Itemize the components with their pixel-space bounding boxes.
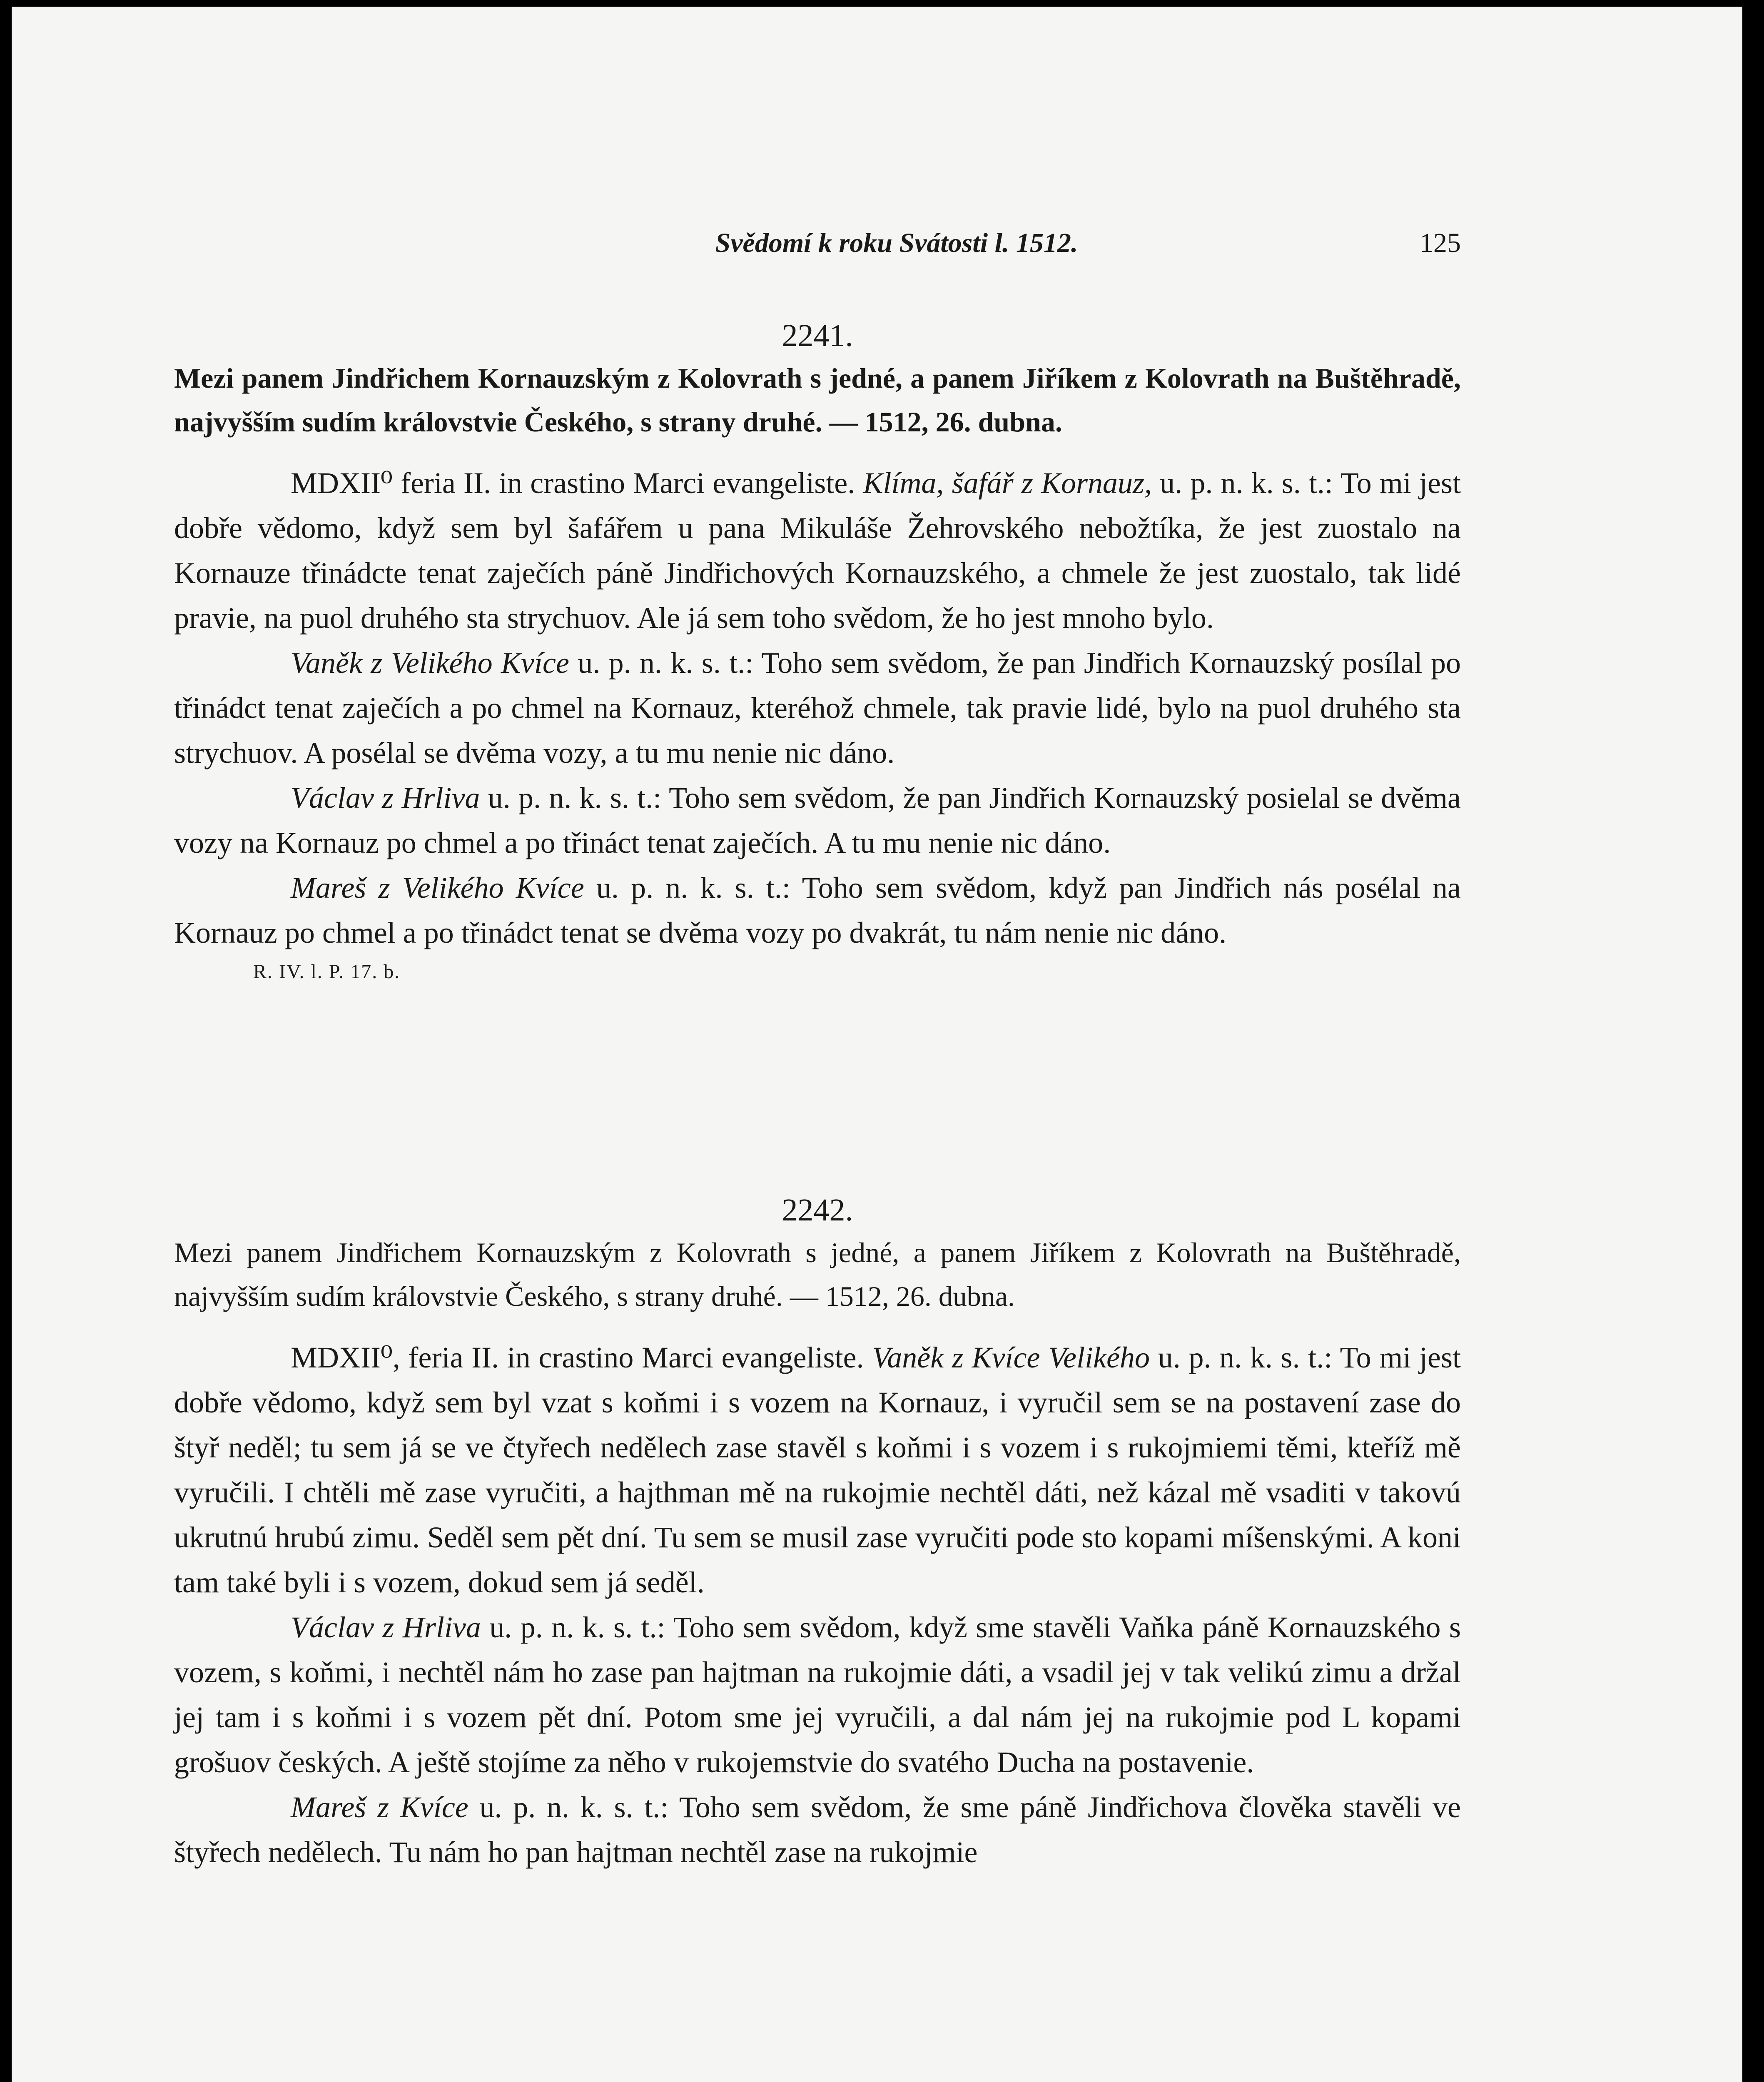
page-number: 125 — [1420, 228, 1461, 258]
witness-name: Václav z Hrliva — [291, 781, 480, 814]
document-number: 2241. — [782, 318, 853, 353]
witness-name: Klíma, šafář z Kornauz, — [863, 466, 1152, 500]
document-2241 — [174, 315, 1461, 989]
document-summary: Mezi panem Jindřichem Kornauzským z Kolovrath s jedné, a panem Jiříkem z Kolovrath na Buštěhradě, najvyšším sudím královstvie Českého, s strany druhé. — 1512, 26. dubna. — [174, 1237, 1461, 1312]
testimony-text: u. p. n. k. s. t.: To mi jest dobře vědomo, když sem byl vzat s koňmi i s vozem na Kornauz, i vyručil sem se na postavení zase do štyř neděl; tu sem já se ve čtyřech nedělech zase stavěl s koňmi i s vozem i s rukojmiemi těmi, kteříž mě vyručili. I chtěli mě zase vyručiti, a hajthman mě na rukojmie nechtěl dáti, než kázal mě vsaditi v takovú ukrutnú hrubú zimu. Seděl sem pět dní. Tu sem se musil zase vyručiti pode sto kopami míšenskými. A koni tam také byli i s vozem, dokud sem já seděl. — [174, 1341, 1461, 1599]
witness-name: Vaněk z Velikého Kvíce — [291, 646, 569, 680]
page — [12, 7, 1742, 2082]
date-line: MDXII⁰ feria II. in crastino Marci evangeliste. — [291, 466, 855, 500]
testimony-text: u. p. n. k. s. t.: Toho sem svědom, že pan Jindřich Kornauzský posielal se dvěma vozy na Kornauz po chmel a po třináct tenat zaječích. A tu mu nenie nic dáno. — [174, 781, 1461, 859]
witness-name: Mareš z Velikého Kvíce — [291, 871, 584, 904]
date-line: MDXII⁰, feria II. in crastino Marci evangeliste. — [291, 1341, 864, 1374]
testimony — [174, 461, 1461, 955]
testimony — [174, 1335, 1461, 1875]
document-summary: Mezi panem Jindřichem Kornauzským z Kolovrath s jedné, a panem Jiříkem z Kolovrath na Buštěhradě, najvyšším sudím královstvie Českého, s strany druhé. — 1512, 26. dubna. — [174, 362, 1461, 438]
testimony-text: u. p. n. k. s. t.: Toho sem svědom, že pan Jindřich Kornauzský posílal po třinádct tenat zaječích a po chmel na Kornauz, kteréhož chmele, tak pravie lidé, bylo na puol druhého sta strychuov. A posélal se dvěma vozy, a tu mu nenie nic dáno. — [174, 646, 1461, 770]
testimony-text: u. p. n. k. s. t.: Toho sem svědom, když sme stavěli Vaňka páně Kornauzského s vozem, s koňmi, i nechtěl nám ho zase pan hajtman na rukojmie dáti, a vsadil jej v tak velikú zimu a držal jej tam i s koňmi i s vozem pět dní. Potom sme jej vyručili, a dal nám jej na rukojmie pod L kopami grošuov českých. A ještě stojíme za něho v rukojemstvie do svatého Ducha na postavenie. — [174, 1611, 1461, 1779]
witness-name: Václav z Hrliva — [291, 1611, 481, 1644]
witness-name: Vaněk z Kvíce Velikého — [872, 1341, 1150, 1374]
testimony-text: u. p. n. k. s. t.: To mi jest dobře vědomo, když sem byl šafářem u pana Mikuláše Žehrovského nebožtíka, že jest zuostalo na Kornauze třinádcte tenat zaječích páně Jindřichových Kornauzského, a chmele že jest zuostalo, tak lidé pravie, na puol druhého sta strychuov. Ale já sem toho svědom, že ho jest mnoho bylo. — [174, 466, 1461, 635]
document-2242 — [174, 1189, 1461, 1875]
source-reference: R. IV. l. P. 17. b. — [253, 961, 401, 983]
testimony-text: u. p. n. k. s. t.: Toho sem svědom, že sme páně Jindřichova člověka stavěli ve štyřech nedělech. Tu nám ho pan hajtman nechtěl zase na rukojmie — [174, 1791, 1461, 1869]
testimony-text: u. p. n. k. s. t.: Toho sem svědom, když pan Jindřich nás posélal na Kornauz po chmel a po třinádct tenat se dvěma vozy po dvakrát, tu nám nenie nic dáno. — [174, 871, 1461, 949]
running-header — [174, 227, 1461, 269]
witness-name: Mareš z Kvíce — [291, 1791, 468, 1824]
running-title: Svědomí k roku Svátosti l. 1512. — [715, 228, 1078, 258]
document-number: 2242. — [782, 1193, 853, 1228]
